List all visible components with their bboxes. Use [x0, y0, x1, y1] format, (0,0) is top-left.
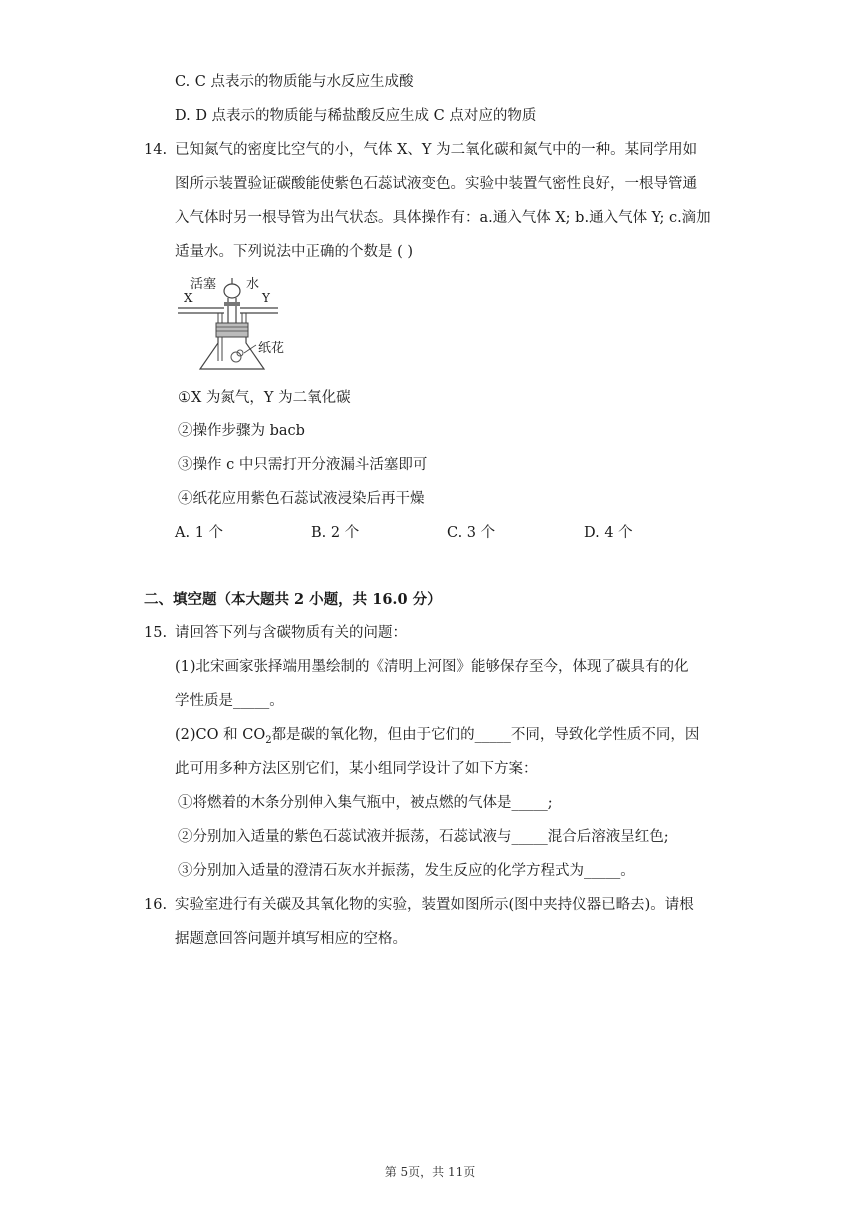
- question-15-part1-line2: 学性质是_____。: [175, 693, 284, 709]
- question-14-line-2: 图所示装置验证碳酸能使紫色石蕊试液变色。实验中装置气密性良好，一根导管通: [175, 176, 697, 192]
- x-label: X: [184, 291, 193, 305]
- question-16-line-2: 据题意回答问题并填写相应的空格。: [175, 931, 407, 947]
- statement-2: ②操作步骤为 bacb: [178, 423, 305, 439]
- option-a: A. 1 个: [175, 525, 224, 541]
- y-label: Y: [262, 291, 270, 305]
- question-16-number: 16.: [144, 897, 168, 913]
- part2-suffix: 都是碳的氧化物，但由于它们的_____不同，导致化学性质不同，因: [271, 727, 700, 743]
- question-15-item-2: ②分别加入适量的紫色石蕊试液并振荡，石蕊试液与_____混合后溶液呈红色;: [178, 829, 669, 845]
- question-15-intro: 请回答下列与含碳物质有关的问题：: [175, 625, 407, 641]
- question-15-item-1: ①将燃着的木条分别伸入集气瓶中，被点燃的气体是_____;: [178, 795, 553, 811]
- part2-prefix: (2)CO 和 CO: [175, 727, 266, 743]
- statement-1: ①X 为氮气，Y 为二氧化碳: [178, 390, 351, 406]
- option-d: D. 4 个: [584, 525, 633, 541]
- part2-subscript: 2: [265, 734, 272, 746]
- page-footer: 第 5页，共 11页: [384, 1165, 476, 1179]
- question-14-line-3: 入气体时另一根导管为出气状态。具体操作有：a.通入气体 X; b.通入气体 Y; c.滴加: [175, 210, 711, 226]
- stopcock-label: 活塞: [190, 277, 217, 292]
- question-15-part1-line1: (1)北宋画家张择端用墨绘制的《清明上河图》能够保存至今，体现了碳具有的化: [175, 659, 689, 675]
- question-14-line-4: 适量水。下列说法中正确的个数是 ( ): [175, 244, 414, 260]
- question-16-line-1: 实验室进行有关碳及其氧化物的实验，装置如图所示(图中夹持仪器已略去)。请根: [175, 897, 694, 913]
- water-label: 水: [246, 277, 260, 292]
- apparatus-figure: [178, 273, 288, 375]
- section-heading: 二、填空题（本大题共 2 小题，共 16.0 分）: [144, 591, 442, 608]
- question-15-number: 15.: [144, 625, 168, 641]
- question-15-part2-line1: [175, 725, 699, 751]
- option-d-prev: D. D 点表示的物质能与稀盐酸反应生成 C 点对应的物质: [175, 108, 537, 124]
- statement-3: ③操作 c 中只需打开分液漏斗活塞即可: [178, 457, 428, 473]
- question-14-number: 14.: [144, 142, 168, 158]
- option-c: C. 3 个: [447, 525, 496, 541]
- statement-4: ④纸花应用紫色石蕊试液浸染后再干燥: [178, 491, 425, 507]
- question-15-item-3: ③分别加入适量的澄清石灰水并振荡，发生反应的化学方程式为_____。: [178, 863, 635, 879]
- option-b: B. 2 个: [311, 525, 360, 541]
- option-c-prev: C. C 点表示的物质能与水反应生成酸: [175, 74, 414, 90]
- paper-flower-label: 纸花: [258, 341, 285, 356]
- question-14-line-1: 已知氮气的密度比空气的小，气体 X、Y 为二氧化碳和氮气中的一种。某同学用如: [175, 142, 698, 158]
- question-15-part2-line2: 此可用多种方法区别它们，某小组同学设计了如下方案：: [175, 761, 538, 777]
